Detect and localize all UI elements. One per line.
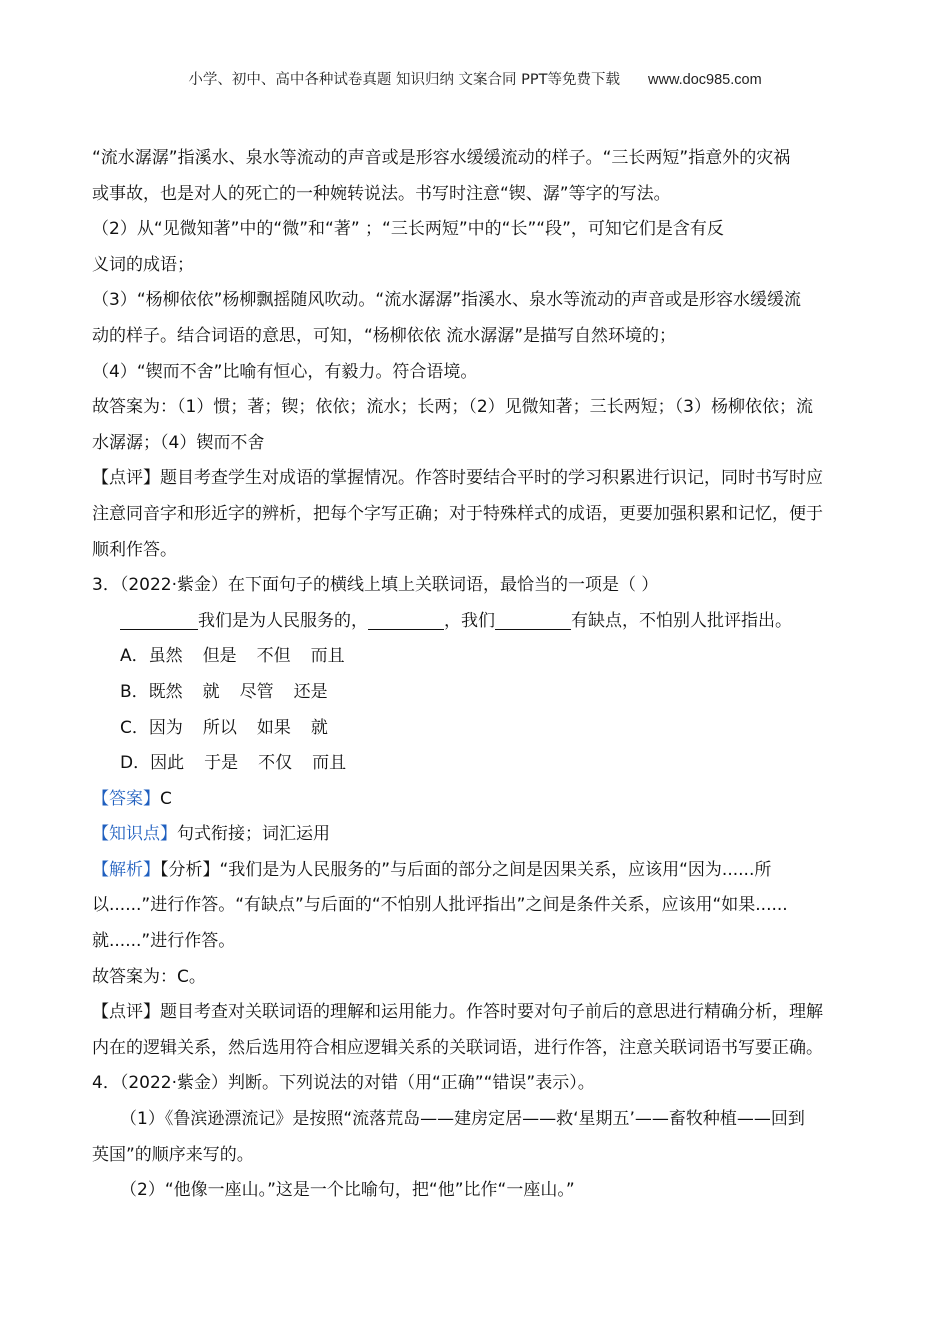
question-3-sentence	[92, 604, 860, 640]
option-word: A．虽然	[120, 646, 183, 667]
text-line: 义词的成语；	[92, 254, 194, 275]
question-4-item-1: （1）《鲁滨逊漂流记》是按照“流落荒岛——建房定居——救‘星期五’——畜牧种植——回到	[120, 1109, 805, 1130]
review-text: 题目考查对关联词语的理解和运用能力。作答时要对句子前后的意思进行精确分析，理解	[160, 1002, 823, 1023]
option-word: 不但	[256, 646, 291, 667]
sentence-part-3: 有缺点，不怕别人批评指出。	[571, 610, 792, 631]
text-line: 注意同音字和形近字的辨析，把每个字写正确；对于特殊样式的成语，更要加强积累和记忆，便于	[92, 503, 823, 524]
page-header	[0, 68, 950, 89]
option-d[interactable]	[92, 746, 860, 782]
analysis-line	[92, 853, 860, 889]
header-text: 小学、初中、高中各种试卷真题 知识归纳 文案合同 PPT等免费下载	[188, 72, 621, 88]
fill-blank-2[interactable]	[368, 607, 444, 630]
option-c[interactable]	[92, 711, 860, 747]
text-line: 英国”的顺序来写的。	[92, 1144, 254, 1165]
text-line: 故答案为：（1）惯；著；锲；依依；流水；长两；（2）见微知著；三长两短；（3）杨柳依依；流	[92, 397, 813, 418]
review-tag: 【点评】	[92, 1002, 160, 1023]
question-3-stem: 3．（2022·紫金）在下面句子的横线上填上关联词语，最恰当的一项是（ ）	[92, 575, 659, 596]
knowledge-point-line	[92, 817, 860, 853]
text-line: 就......”进行作答。	[92, 931, 236, 952]
sentence-part-1: 我们是为人民服务的，	[198, 610, 368, 631]
option-word: 就	[310, 717, 328, 738]
knowledge-point-text: 句式衔接；词汇运用	[177, 824, 330, 845]
option-word: 但是	[202, 646, 237, 667]
text-line: 内在的逻辑关系，然后选用符合相应逻辑关系的关联词语，进行作答，注意关联词语书写要正确。	[92, 1037, 823, 1058]
analysis-tag: 【解析】	[92, 859, 160, 880]
text-line: （3）“杨柳依依”杨柳飘摇随风吹动。“流水潺潺”指溪水、泉水等流动的声音或是形容水缓缓流	[92, 290, 802, 311]
option-word: 还是	[293, 681, 328, 702]
option-word: 所以	[202, 717, 237, 738]
document-body	[92, 141, 860, 1209]
option-word: B．既然	[120, 681, 183, 702]
fill-blank-1[interactable]	[120, 607, 198, 630]
text-line: “流水潺潺”指溪水、泉水等流动的声音或是形容水缓缓流动的样子。“三长两短”指意外的灾祸	[92, 148, 791, 168]
knowledge-point-tag: 【知识点】	[92, 824, 177, 845]
option-word: C．因为	[120, 717, 183, 738]
text-line: （4）“锲而不舍”比喻有恒心，有毅力。符合语境。	[92, 361, 478, 382]
option-word: 就	[202, 681, 220, 702]
option-word: 尽管	[239, 681, 274, 702]
text-line: 顺利作答。	[92, 539, 177, 560]
review-line	[92, 995, 860, 1031]
option-word: 如果	[256, 717, 291, 738]
header-site-link[interactable]: www.doc985.com	[648, 72, 762, 88]
review-tag: 【点评】	[92, 468, 160, 489]
option-a[interactable]	[92, 639, 860, 675]
answer-line	[92, 782, 860, 818]
sentence-part-2: ，我们	[444, 610, 495, 631]
option-word: 而且	[312, 753, 347, 774]
final-answer-line: 故答案为：C。	[92, 966, 206, 987]
text-line: 以......”进行作答。“有缺点”与后面的“不怕别人批评指出”之间是条件关系，应该用“如果......	[92, 895, 788, 916]
option-word: 于是	[204, 753, 239, 774]
text-line: 水潺潺；（4）锲而不舍	[92, 432, 265, 453]
answer-tag: 【答案】	[92, 788, 160, 809]
review-text: 题目考查学生对成语的掌握情况。作答时要结合平时的学习积累进行识记，同时书写时应	[160, 468, 823, 489]
option-word: D．因此	[120, 753, 185, 774]
analysis-text: 【分析】“我们是为人民服务的”与后面的部分之间是因果关系，应该用“因为......所	[160, 859, 772, 880]
text-line: （2）从“见微知著”中的“微”和“著” ；“三长两短”中的“长”“段”，可知它们是含有反	[92, 219, 724, 240]
question-4-item-2: （2）“他像一座山。”这是一个比喻句，把“他”比作“一座山。”	[120, 1180, 575, 1201]
option-b[interactable]	[92, 675, 860, 711]
option-word: 而且	[310, 646, 345, 667]
question-4-stem: 4．（2022·紫金）判断。下列说法的对错（用“正确”“错误”表示）。	[92, 1073, 595, 1094]
option-word: 不仅	[258, 753, 293, 774]
review-line	[92, 461, 860, 497]
answer-value: C	[160, 788, 172, 809]
fill-blank-3[interactable]	[495, 607, 571, 630]
text-line: 或事故，也是对人的死亡的一种婉转说法。书写时注意“锲、潺”等字的写法。	[92, 183, 671, 204]
text-line: 动的样子。结合词语的意思，可知，“杨柳依依 流水潺潺”是描写自然环境的；	[92, 325, 677, 346]
